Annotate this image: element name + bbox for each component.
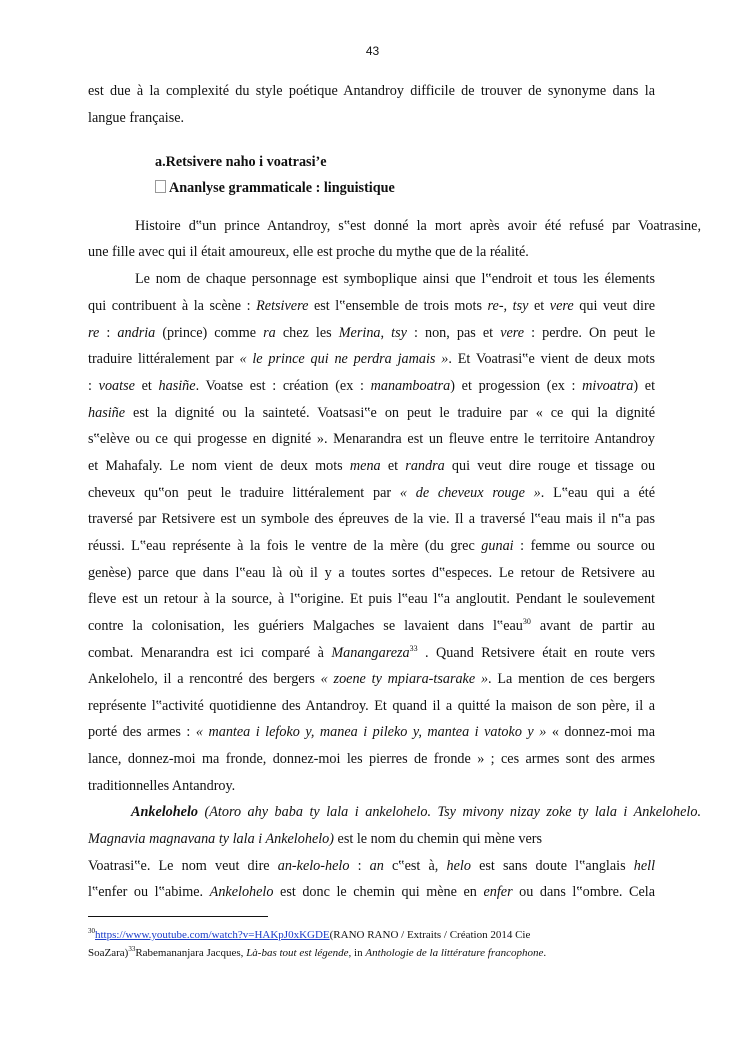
p1-line-2: une fille avec qui il était amoureux, elle est proche du mythe que de la réalité. [88, 244, 529, 260]
p1-line-1: Histoire d‟un prince Antandroy, s‟est donné la mort après avoir été refusé par Voatrasine, [135, 218, 701, 234]
p3-line-2: Magnavia magnavana ty lala i Ankelohelo) est le nom du chemin qui mène vers [88, 831, 543, 847]
section-heading-b-text: Ananlyse grammaticale : linguistique [169, 180, 395, 196]
p2-line-17: représente l‟activité quotidienne des Antandroy. Et quand il a quitté la maison de son père, il a [88, 698, 655, 714]
footnote-youtube-link[interactable]: https://www.youtube.com/watch?v=HAKpJ0xKGDE [95, 929, 330, 941]
p2-line-16: Ankelohelo, il a rencontré des bergers « zoene ty mpiara-tsarake ». La mention de ces bergers [88, 671, 656, 687]
intro-line-2: langue française. [88, 110, 185, 126]
footnote-33: SoaZara)$^{33}$Rabemananjara Jacques, Là-bas tout est légende, in Anthologie de la littérature francophone. [88, 945, 547, 959]
bullet-box-icon [155, 180, 166, 193]
p2-line-9: cheveux qu‟on peut le traduire littéralement par « de cheveux rouge ». L‟eau qui a été [88, 485, 656, 501]
p2-line-8: et Mahafaly. Le nom vient de deux mots mena et randra qui veut dire rouge et tissage ou [88, 458, 656, 474]
page-number: 43 [365, 44, 380, 58]
p2-line-2: qui contribuent à la scène : Retsivere est l‟ensemble de trois mots re-, tsy et vere qui veut dire [88, 298, 655, 314]
p2-line-4: traduire littéralement par « le prince qui ne perdra jamais ». Et Voatrasi‟e vient de deux mots [88, 351, 656, 367]
footnote-ref-33[interactable]: 33 [409, 644, 418, 653]
p2-line-7: s‟elève ou ce qui progesse en dignité ». Menarandra est un fleuve entre le territoire Antandroy [88, 431, 655, 447]
p2-line-11: réussi. L‟eau représente à la fois le ventre de la mère (du grec gunai : femme ou source ou [88, 538, 656, 554]
p2-line-5: : voatse et hasiñe. Voatse est : création (ex : manamboatra) et progession (ex : mivoatra) et [88, 378, 656, 394]
p2-line-18: porté des armes : « mantea i lefoko y, manea i pileko y, mantea i vatoko y » « donnez-moi ma [88, 724, 656, 740]
p2-line-19: lance, donnez-moi ma fronde, donnez-moi les pierres de fronde » ; ces armes sont des armes [88, 751, 655, 767]
p2-line-13: fleve est un retour à la source, à l‟origine. Et puis l‟eau l‟a angloutit. Pendant le soulevement [88, 591, 655, 607]
section-heading-b [155, 180, 395, 197]
p3-line-3: Voatrasi‟e. Le nom veut dire an-kelo-helo : an c‟est à, helo est sans doute l‟anglais hell [88, 858, 656, 874]
footnote-ref-30[interactable]: 30 [522, 617, 531, 626]
p3-line-1: Ankelohelo (Atoro ahy baba ty lala i ankelohelo. Tsy mivony nizay zoke ty lala i Ankelohelo. [131, 804, 701, 820]
p2-line-15: combat. Menarandra est ici comparé à Manangareza$^{33}$ . Quand Retsivere était en route vers [88, 644, 656, 661]
intro-line-1: est due à la complexité du style poétique Antandroy difficile de trouver de synonyme dans la [88, 83, 655, 99]
p2-line-6: hasiñe est la dignité ou la sainteté. Voatsasi‟e on peut le traduire par « ce qui la dignité [88, 405, 655, 421]
p3-line-4: l‟enfer ou l‟abime. Ankelohelo est donc le chemin qui mène en enfer ou dans l‟ombre. Cela [88, 884, 655, 900]
p2-line-12: genèse) parce que dans l‟eau là où il y a toutes sortes d‟especes. Le retour de Retsivere au [88, 565, 655, 581]
p2-line-3: re : andria (prince) comme ra chez les Merina, tsy : non, pas et vere : perdre. On peut le [88, 325, 656, 341]
section-heading-a: a.Retsivere naho i voatrasi’e [155, 154, 327, 170]
footnote-divider [88, 916, 268, 917]
p2-line-20: traditionnelles Antandroy. [88, 778, 236, 794]
p2-line-1: Le nom de chaque personnage est symboplique ainsi que l‟endroit et tous les élements [135, 271, 655, 287]
p2-line-10: traversé par Retsivere est un symbole des épreuves de la vie. Il a traversé l‟eau mais il n‟a pas [88, 511, 655, 527]
footnote-30: $^{30}$https://www.youtube.com/watch?v=HAKpJ0xKGDE(RANO RANO / Extraits / Création 2014 Cie [88, 927, 531, 941]
p2-line-14: contre la colonisation, les guériers Malgaches se lavaient dans l‟eau$^{30}$ avant de partir au [88, 617, 656, 634]
